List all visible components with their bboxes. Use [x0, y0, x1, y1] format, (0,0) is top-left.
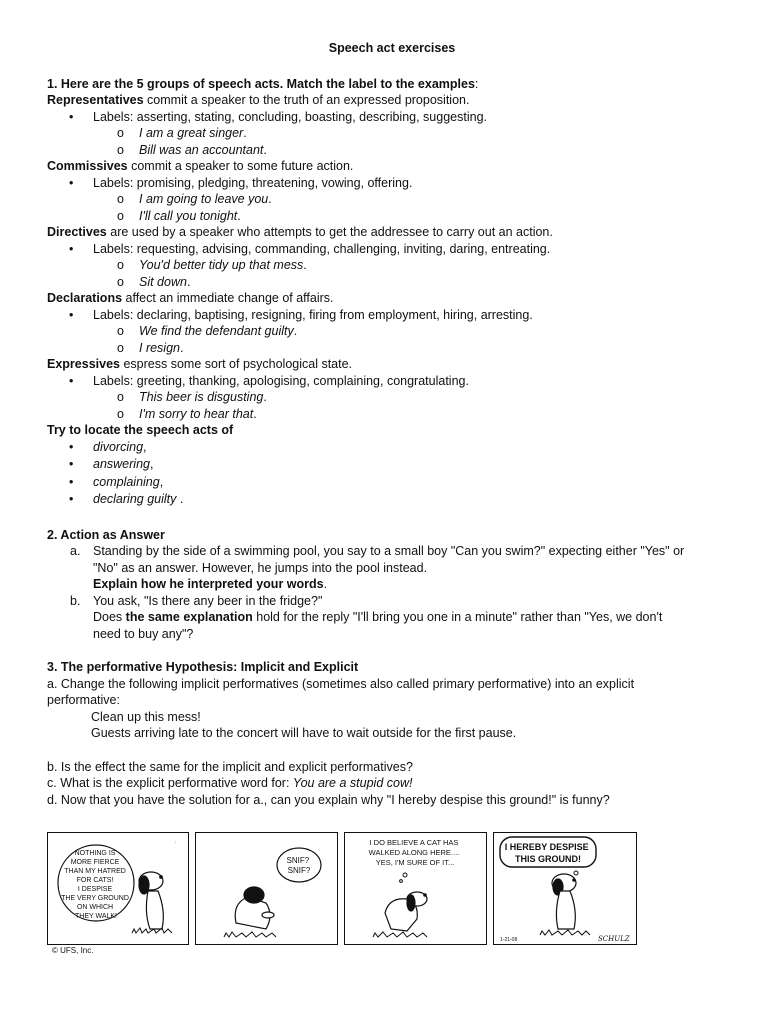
comic-text: I DESPISE — [77, 886, 113, 893]
comic-text: SNIF? — [286, 856, 310, 865]
group-representatives: Representatives commit a speaker to the truth of an expressed proposition. • Labels: asserting, stating, concluding, boasting, describing, suggesting. o I am a great singer. o Bill was an accountant. — [47, 92, 737, 158]
svg-text:SNIF? SNIF? — [287, 856, 312, 875]
group-expressives: Expressives espress some sort of psychological state. • Labels: greeting, thanking, apologising, complaining, congratulating. o This beer is disgusting. o I'm sorry to hear that. — [47, 356, 737, 422]
comic-text: I DO BELIEVE A CAT HAS — [369, 838, 459, 847]
labels-line: • Labels: asserting, stating, concluding, boasting, describing, suggesting. — [47, 109, 737, 126]
panel-3-drawing — [345, 833, 487, 945]
comic-panel-2 — [195, 832, 338, 945]
comic-text: NOTHING IS — [74, 850, 116, 857]
example-line: o You'd better tidy up that mess. — [47, 257, 737, 274]
locate-item: • divorcing, — [47, 439, 737, 456]
question-3a-line1: a. Change the following implicit performatives (sometimes also called primary performative) into an explicit — [47, 676, 635, 691]
question-2b: b. You ask, "Is there any beer in the fridge?" Does the same explanation hold for the reply "I'll bring you one in a minute" rather than "Yes, we don't need to buy any"? — [70, 593, 663, 641]
group-declarations: Declarations affect an immediate change of affairs. • Labels: declaring, baptising, resigning, firing from employment, hiring, arresting. o We find the defendant guilty. o I resign. — [47, 290, 737, 356]
svg-text:I HEREBY DESPISE THIS — [505, 842, 591, 864]
example-line: o I am going to leave you. — [47, 191, 737, 208]
document-title: Speech act exercises — [328, 41, 456, 55]
comic-text: THEY WALK! — [74, 913, 118, 920]
example-line: o I am a great singer. — [47, 125, 737, 142]
comic-text: I HEREBY DESPISE — [504, 842, 589, 852]
labels-line: • Labels: greeting, thanking, apologising, complaining, congratulating. — [47, 373, 737, 390]
comic-text: SNIF? — [287, 866, 311, 875]
example-line: o I'll call you tonight. — [47, 208, 737, 225]
comic-text: THAN MY HATRED — [64, 868, 126, 875]
comic-text: WALKED ALONG HERE.... — [368, 848, 460, 857]
grass — [224, 932, 276, 937]
labels-line: • Labels: promising, pledging, threatening, vowing, offering. — [47, 175, 737, 192]
labels-line: • Labels: declaring, baptising, resigning, firing from employment, hiring, arresting. — [47, 307, 737, 324]
group-name: Representatives — [47, 93, 144, 107]
comic-credit: © UFS, Inc. — [52, 946, 94, 955]
thought-bubble — [403, 873, 407, 877]
question-3b: b. Is the effect the same for the implicit and explicit performatives? — [47, 759, 413, 774]
section-2-heading: 2. Action as Answer — [47, 527, 165, 542]
section-1-heading: 1. Here are the 5 groups of speech acts. Match the label to the examples: — [47, 76, 479, 91]
snoopy-figure — [235, 887, 274, 929]
example-line: o I'm sorry to hear that. — [47, 406, 737, 423]
group-name: Declarations — [47, 291, 123, 305]
snoopy-figure — [552, 874, 576, 929]
comic-strip — [47, 832, 637, 945]
example-line: o Sit down. — [47, 274, 737, 291]
thought-bubble — [574, 871, 578, 875]
question-3a-line2: performative: — [47, 693, 120, 707]
speech-balloon — [277, 848, 321, 882]
document-page — [47, 40, 737, 808]
group-name: Commissives — [47, 159, 128, 173]
group-directives: Directives are used by a speaker who attempts to get the addressee to carry out an action. • Labels: requesting, advising, commanding, challenging, inviting, daring, entreating. o You'd better tidy up that mess. o Sit down. — [47, 224, 737, 290]
group-name: Directives — [47, 225, 107, 239]
example-line: o This beer is disgusting. — [47, 389, 737, 406]
comic-panel-3 — [344, 832, 487, 945]
comic-date: 1-21-08 — [500, 937, 518, 943]
thought-bubble — [400, 880, 403, 883]
comic-text: ON WHICH — [76, 904, 114, 911]
question-3c: c. What is the explicit performative word for: You are a stupid cow! — [47, 776, 413, 790]
comic-panel-4 — [493, 832, 637, 945]
example-implicit-2: Guests arriving late to the concert will have to wait outside for the first pause. — [91, 726, 517, 740]
locate-item: • complaining, — [47, 474, 737, 491]
example-line: o We find the defendant guilty. — [47, 323, 737, 340]
question-2a: a. Standing by the side of a swimming pool, you say to a small boy "Can you swim?" expecting either "Yes" or "No" as an answer. However, he jumps into the pool instead. Explain how he interpreted your words. — [70, 544, 685, 591]
comic-signature: SCHULZ — [598, 935, 630, 943]
panel-2-drawing — [196, 833, 338, 945]
panel-4-drawing — [494, 833, 637, 945]
comic-text: THIS GROUND! — [515, 854, 581, 864]
grass — [373, 932, 427, 937]
panel-1-drawing — [48, 833, 189, 945]
locate-item: • answering, — [47, 456, 737, 473]
comic-text: MORE FIERCE — [70, 859, 120, 866]
group-name: Expressives — [47, 357, 120, 371]
svg-text:NOTHING IS MORE FIERCE — [61, 850, 131, 920]
locate-item: • declaring guilty . — [47, 491, 737, 508]
section-3-heading: 3. The performative Hypothesis: Implicit and Explicit — [47, 660, 359, 674]
snoopy-figure — [139, 872, 163, 929]
comic-text: YES, I'M SURE OF IT... — [375, 858, 455, 867]
example-line: o I resign. — [47, 340, 737, 357]
comic-panel-1 — [47, 832, 189, 945]
example-line: o Bill was an accountant. — [47, 142, 737, 159]
comic-text: THE VERY GROUND — [61, 895, 129, 902]
snoopy-figure — [385, 892, 427, 931]
example-implicit-1: Clean up this mess! — [91, 709, 201, 724]
comic-text: FOR CATS! — [76, 877, 114, 884]
group-commissives: Commissives commit a speaker to some future action. • Labels: promising, pledging, threatening, vowing, offering. o I am going to leave you. o I'll call you tonight. — [47, 158, 737, 224]
svg-text:I DO BELIEVE A CAT HAS — [369, 838, 462, 867]
svg-text:...: ... — [174, 841, 178, 844]
labels-line: • Labels: requesting, advising, commanding, challenging, inviting, daring, entreating. — [47, 241, 737, 258]
grass — [540, 930, 590, 935]
question-3d: d. Now that you have the solution for a., can you explain why "I hereby despise this ground!" is funny? — [47, 792, 610, 807]
locate-heading: Try to locate the speech acts of — [47, 423, 234, 437]
